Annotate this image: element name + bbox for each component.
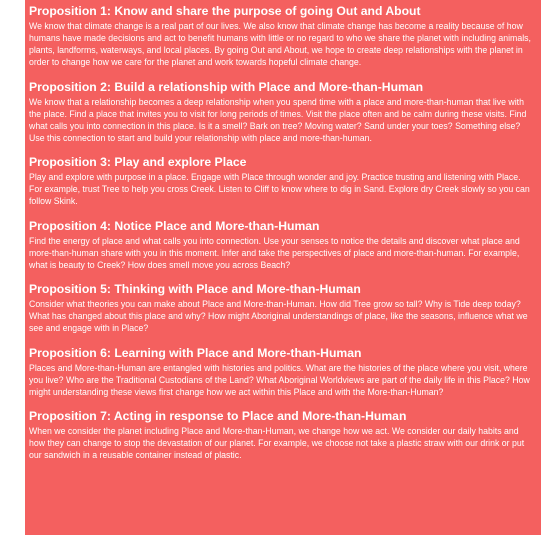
proposition-6 [29,346,535,398]
proposition-7 [29,409,535,461]
proposition-4 [29,219,535,271]
proposition-5 [29,282,535,334]
proposition-text: When we consider the planet including Place and More-than-Human, we change how we act. We consider our daily habits and how they can change to stop the devastation of our planet. For example, we choose not take a plastic straw with our drink or put our sandwich in a reusable container instead of plastic. [29,426,525,460]
proposition-3 [29,155,535,207]
proposition-heading: Proposition 4: Notice Place and More-than-Human [29,218,320,233]
proposition-2 [29,80,535,144]
proposition-text: We know that a relationship becomes a deep relationship when you spend time with a place and more-than-human that live with the place. Find a place that invites you to visit for long periods of times. Visit the place often and be calm during these visits. Find what calls you into connection in this place. Is it a smell? Bark on tree? Moving water? Sand under your toes? Something else? Use this connection to start and build your relationship with place and more-than-human. [29,96,527,143]
proposition-heading: Proposition 6: Learning with Place and More-than-Human [29,345,362,360]
proposition-heading: Proposition 5: Thinking with Place and More-than-Human [29,282,361,296]
proposition-heading: Proposition 3: Play and explore Place [29,155,247,169]
proposition-heading: Proposition 2: Build a relationship with Place and More-than-Human [29,79,424,94]
proposition-heading: Proposition 1: Know and share the purpose of going Out and About [29,4,421,18]
proposition-1 [29,4,535,68]
proposition-text: We know that climate change is a real part of our lives. We also know that climate change has become a reality because of how humans have made decisions and act to benefit humans with little or no regard to who we share the planet with including animals, plants, landforms, waterways, and local places. By going Out and About, we hope to create deep relationships with the planet in order to change how we care for the planet and work towards hopeful climate change. [29,21,531,67]
proposition-text: Places and More-than-Human are entangled with histories and politics. What are the histories of the place where you visit, where you live? Who are the Traditional Custodians of the Land? What Aboriginal Worldviews are part of the daily life in this Place? How might understanding these views first change how we act within this Place and with the More-than-Human? [29,362,530,397]
proposition-text: Play and explore with purpose in a place. Engage with Place through wonder and joy. Practice trusting and listening with Place. For example, trust Tree to help you cross Creek. Listen to Cliff to know where to dig in Sand. Explore dry Creek slowly so you can follow Skink. [29,172,530,206]
propositions-panel [25,0,541,535]
proposition-text: Find the energy of place and what calls you into connection. Use your senses to notice the details and discover what place and more-than-human share with you in this moment. Infer and take the perspectives of place and more-than-human. For example, what is beauty to Creek? How does smell move you across Beach? [29,235,520,270]
proposition-heading: Proposition 7: Acting in response to Place and More-than-Human [29,409,407,423]
proposition-text: Consider what theories you can make about Place and More-than-Human. How did Tree grow so tall? Why is Tide deep today? What has changed about this place and why? How might Aboriginal understandings of place, like the seasons, influence what we see and engage with in Place? [29,299,528,333]
